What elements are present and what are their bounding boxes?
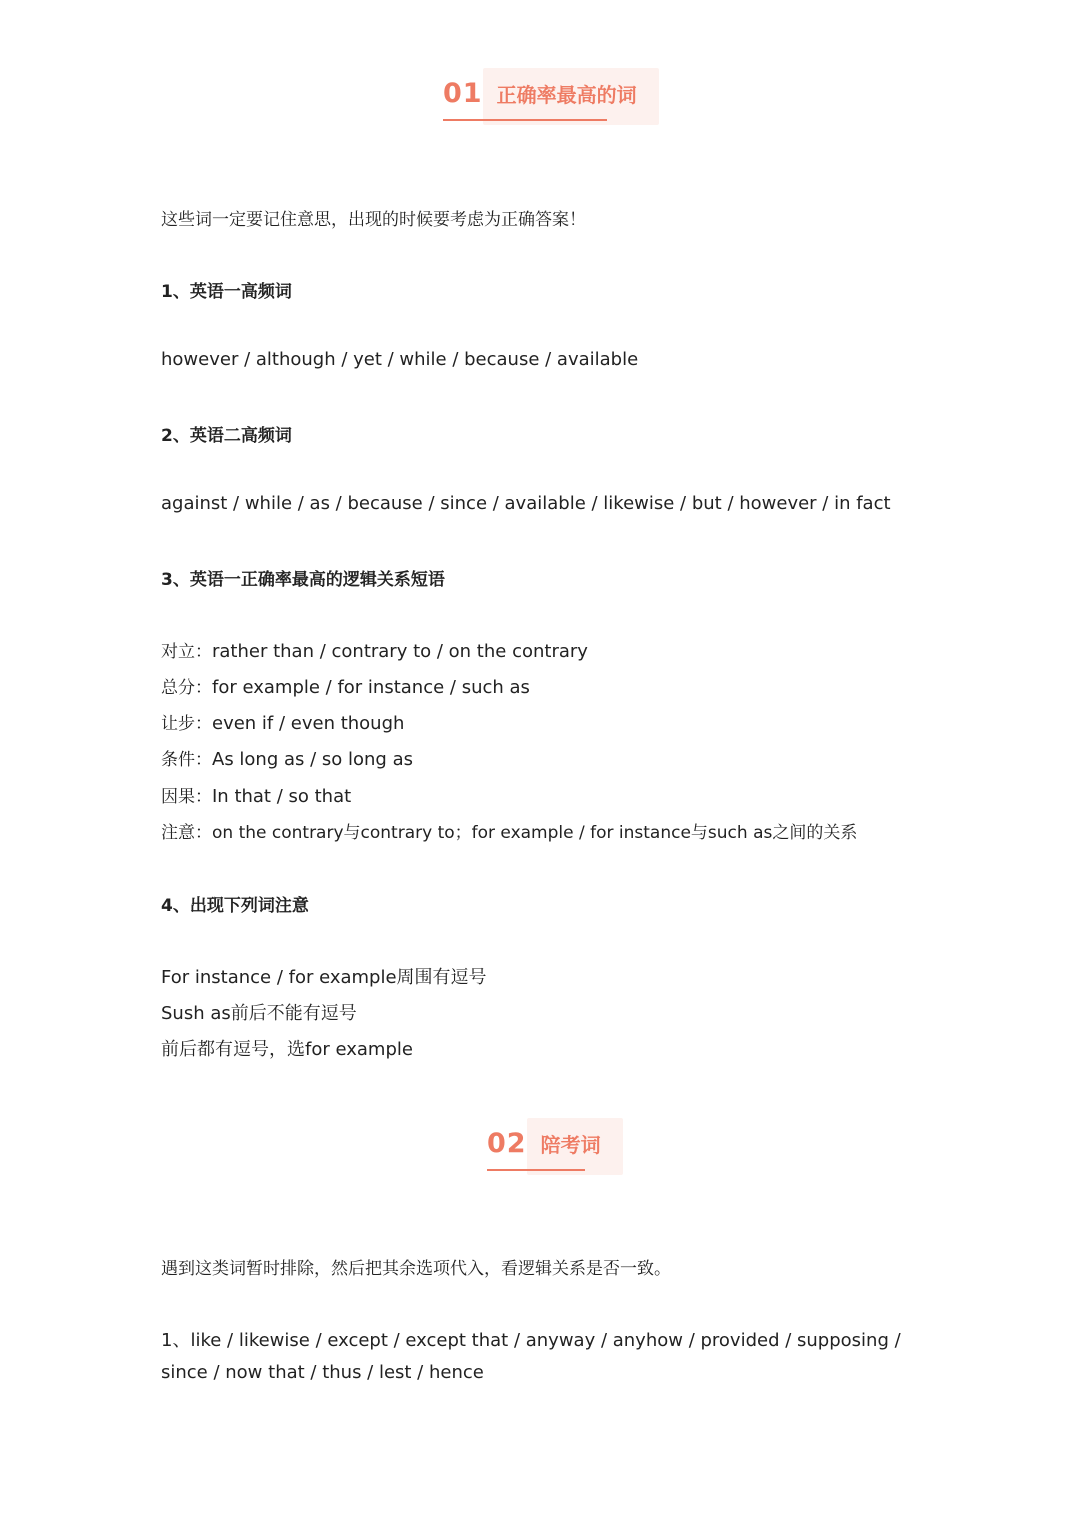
section-intro: 遇到这类词暂时排除，然后把其余选项代入，看逻辑关系是否一致。 [161,1259,671,1279]
relation-label: 注意： [161,823,212,843]
relation-item [161,818,857,843]
relation-item [161,673,530,698]
relation-text: rather than / contrary to / on the contrary [212,641,588,662]
relation-label: 因果： [161,787,212,807]
word-list-1: however / although / yet / while / because / available [161,349,639,370]
section-title: 陪考词 [540,1133,601,1157]
subheading-3: 3、英语一正确率最高的逻辑关系短语 [161,570,445,590]
subheading-1: 1、英语一高频词 [161,282,292,302]
word-list-line: 1、like / likewise / except / except that / anyway / anyhow / provided / supposing / [161,1330,901,1351]
subheading-4: 4、出现下列词注意 [161,896,309,916]
relation-label: 对立： [161,642,212,662]
relation-text: As long as / so long as [212,749,413,770]
subheading-2: 2、英语二高频词 [161,426,292,446]
note-item: 前后都有逗号，选for example [161,1039,413,1060]
relation-text: on the contrary与contrary to；for example / for instance与such as之间的关系 [212,823,858,843]
section-number: 02 [487,1128,527,1159]
header-underline [443,119,607,121]
header-underline [487,1169,585,1171]
section-intro: 这些词一定要记住意思，出现的时候要考虑为正确答案！ [161,210,586,230]
relation-text: even if / even though [212,713,405,734]
relation-label: 让步： [161,714,212,734]
note-item: For instance / for example周围有逗号 [161,967,487,988]
word-list-2: against / while / as / because / since / available / likewise / but / however / in fact [161,493,891,514]
word-list-line: since / now that / thus / lest / hence [161,1362,484,1383]
relation-item [161,782,351,807]
relation-label: 总分： [161,678,212,698]
section-number: 01 [443,78,483,109]
section-01-header [443,72,655,119]
relation-item [161,709,404,734]
note-item: Sush as前后不能有逗号 [161,1003,357,1024]
relation-text: In that / so that [212,786,352,807]
relation-label: 条件： [161,750,212,770]
section-02-header [487,1122,619,1169]
relation-item [161,745,413,770]
relation-text: for example / for instance / such as [212,677,530,698]
relation-item [161,637,588,662]
section-title: 正确率最高的词 [496,83,637,107]
